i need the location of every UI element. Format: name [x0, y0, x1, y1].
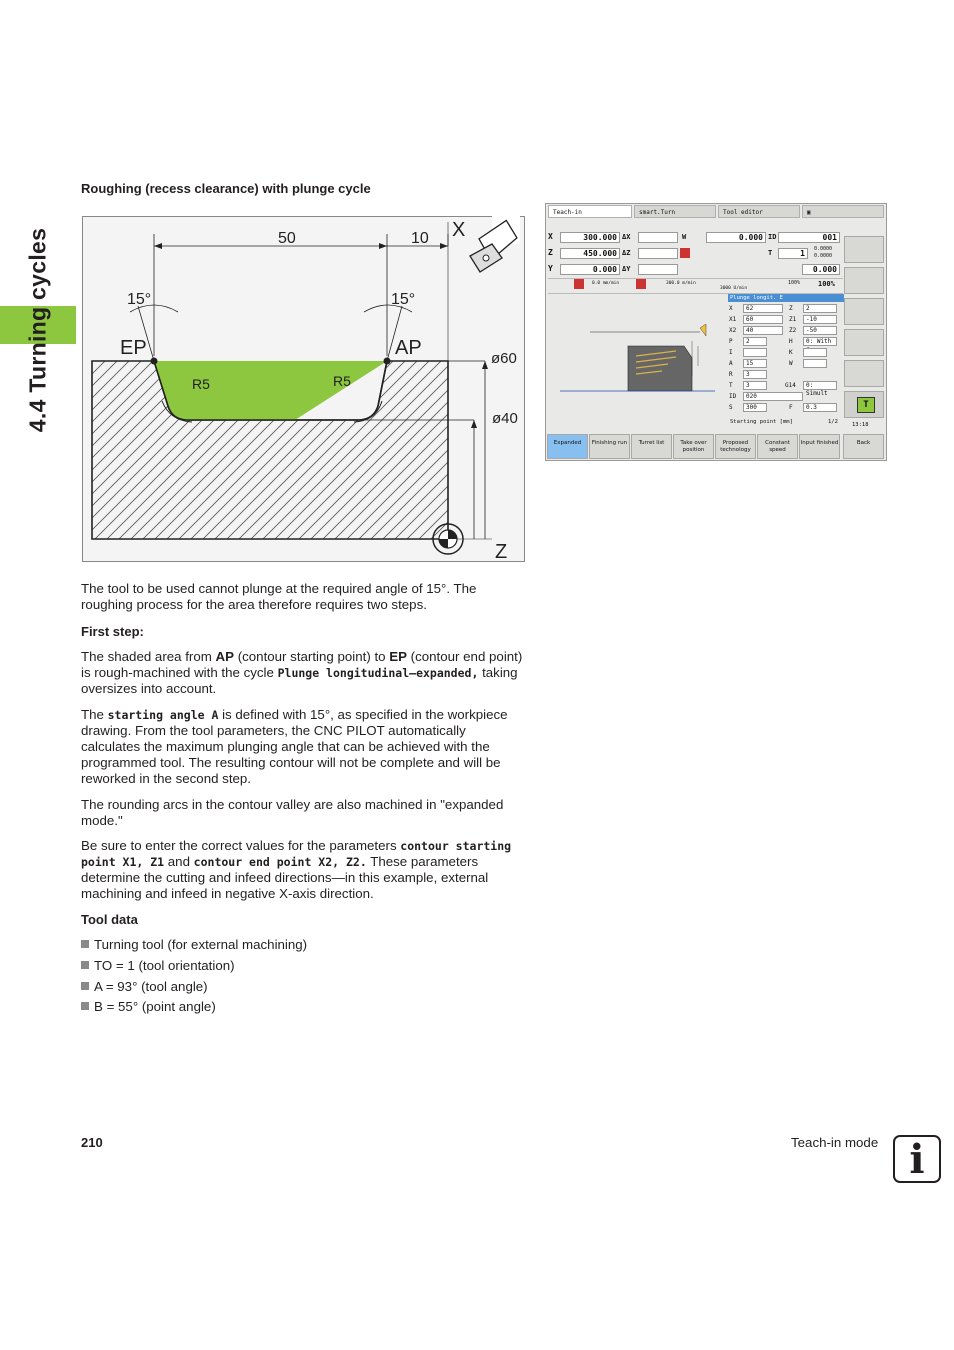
softkey-expanded[interactable]: Expanded: [547, 434, 588, 459]
param-row-7: [729, 370, 845, 380]
pos-row-z: Z: [548, 248, 553, 257]
t-label: T: [768, 249, 773, 257]
softkey-right-4[interactable]: [844, 329, 884, 356]
pos-row-y: Y: [548, 264, 553, 273]
softkey-constant-speed[interactable]: Constant speed: [757, 434, 798, 459]
param-row-1: [729, 304, 845, 314]
id-value: 001: [778, 232, 840, 243]
status-text: Starting point [mm]: [730, 419, 793, 425]
param-x1-label: X1: [729, 316, 737, 323]
softkey-proposed-technology[interactable]: Proposed technology: [715, 434, 756, 459]
angle-right-label: 15°: [391, 291, 416, 308]
tab-tool-editor[interactable]: Tool editor: [718, 205, 800, 218]
tool-table-icon: T: [857, 397, 875, 413]
radius-left-label: R5: [192, 376, 210, 392]
param-t-input[interactable]: 3: [743, 381, 767, 390]
clock: 13:18: [852, 422, 869, 428]
softkey-turret-list[interactable]: Turret list: [631, 434, 672, 459]
param-i-label: I: [729, 349, 733, 356]
param-r-label: R: [729, 371, 733, 378]
paragraph-rounding-arcs: The rounding arcs in the contour valley are also machined in "expanded mode.": [81, 797, 504, 828]
param-row-5: [729, 348, 845, 358]
param-p-input[interactable]: 2: [743, 337, 767, 346]
bullet-item: TO = 1 (tool orientation): [81, 958, 235, 974]
softkey-right-3[interactable]: [844, 298, 884, 325]
tab-teach-in[interactable]: Teach-in: [548, 205, 632, 218]
param-row-10: [729, 403, 845, 413]
cycle-graphic: [550, 296, 726, 431]
paragraph-first-step: The shaded area from AP (contour starting point) to EP (contour end point) is rough-machined with the cycle Plunge longitudinal–expanded, taking oversizes into account.: [81, 649, 523, 696]
param-k-input[interactable]: [803, 348, 827, 357]
param-z1-input[interactable]: -10: [803, 315, 837, 324]
angle-left-label: 15°: [127, 291, 152, 308]
feed-value: 0.0 mm/min: [592, 281, 620, 286]
param-h-label: H: [789, 338, 793, 345]
param-t-label: T: [729, 382, 733, 389]
param-x2-label: X2: [729, 327, 737, 334]
param-i-input[interactable]: [743, 348, 767, 357]
dx-value: [638, 232, 678, 243]
bullet-item: A = 93° (tool angle): [81, 979, 208, 995]
radius-right-label: R5: [333, 373, 351, 389]
param-h-select[interactable]: 0: With: [803, 337, 837, 346]
param-x2-input[interactable]: 40: [743, 326, 783, 335]
x-value: 300.000: [560, 232, 620, 243]
section-heading: Roughing (recess clearance) with plunge cycle: [81, 181, 371, 196]
tab-smart-turn[interactable]: smart.Turn: [634, 205, 716, 218]
dia-60-label: ø60: [491, 350, 517, 367]
softkey-input-finished[interactable]: Input finished: [799, 434, 840, 459]
feed-stop-icon: [574, 279, 584, 289]
param-z2-label: Z2: [789, 327, 797, 334]
param-s-input[interactable]: 300: [743, 403, 767, 412]
view-softkey[interactable]: [844, 236, 884, 263]
param-x1-input[interactable]: 60: [743, 315, 783, 324]
ep-point: [151, 358, 158, 365]
override-s: 100%: [818, 280, 835, 288]
paragraph-intro: The tool to be used cannot plunge at the required angle of 15°. The roughing process for the area therefore requires two steps.: [81, 581, 477, 612]
c-value: 0.000: [802, 264, 840, 275]
rpm-value: 3000 U/min: [720, 286, 748, 291]
page-indicator: 1/2: [828, 419, 838, 425]
param-a-label: A: [729, 360, 733, 367]
param-x-label: X: [729, 305, 733, 312]
ep-label: EP: [120, 337, 147, 359]
z-value: 450.000: [560, 248, 620, 259]
sx-value: 0.0000: [814, 246, 833, 252]
speed-value: 300.0 m/min: [666, 281, 696, 286]
pos-row-x: X: [548, 232, 553, 241]
param-id-input[interactable]: 020: [743, 392, 803, 401]
dy-label: ΔY: [622, 265, 631, 273]
paragraph-parameters: Be sure to enter the correct values for the parameters contour starting point X1, Z1 and contour end point X2, Z2. These parameters determine the cutting and infeed directions—in this example, external machining and infeed in negative X-axis direction.: [81, 838, 512, 901]
dim-10-label: 10: [411, 230, 429, 247]
ap-label: AP: [395, 337, 422, 359]
param-row-4: [729, 337, 845, 347]
param-row-9: [729, 392, 845, 402]
id-label: ID: [768, 233, 777, 241]
dz-label: ΔZ: [622, 249, 631, 257]
dim-50-label: 50: [278, 230, 296, 247]
first-step-heading: First step:: [81, 624, 144, 639]
param-r-input[interactable]: 3: [743, 370, 767, 379]
override-f: 100%: [788, 280, 801, 286]
feed-row: [548, 278, 843, 294]
dz-value: [638, 248, 678, 259]
page-number: 210: [81, 1135, 103, 1150]
param-z-input[interactable]: 2: [803, 304, 837, 313]
spindle-stop-icon: [680, 248, 690, 258]
form-title: Plunge longit. E: [728, 294, 844, 302]
bullet-item: B = 55° (point angle): [81, 999, 216, 1015]
w-label: W: [682, 233, 687, 241]
param-x-input[interactable]: 62: [743, 304, 783, 313]
param-k-label: K: [789, 349, 793, 356]
w-value: 0.000: [706, 232, 766, 243]
param-p-label: P: [729, 338, 733, 345]
sz-value: 0.0000: [814, 253, 833, 259]
tab-save-icon[interactable]: ▣: [802, 205, 884, 218]
param-z2-input[interactable]: -50: [803, 326, 837, 335]
workpiece-drawing: [82, 216, 525, 562]
softkey-finishing-run[interactable]: Finishing run: [589, 434, 630, 459]
param-w-label: W: [789, 360, 793, 367]
axis-x-label: X: [452, 219, 466, 241]
cnc-screen: [545, 203, 887, 461]
footer-mode: Teach-in mode: [791, 1135, 879, 1150]
dx-label: ΔX: [622, 233, 631, 241]
param-row-2: [729, 315, 845, 325]
param-f-label: F: [789, 404, 793, 411]
paragraph-starting-angle: The starting angle A is defined with 15°, as specified in the workpiece drawing. From the tool parameters, the CNC PILOT automatically calculates the maximum plunging angle that can be achieved with the programmed tool. The resulting contour will not be complete and will be reworked in the second step.: [81, 707, 508, 786]
bullet-item: Turning tool (for external machining): [81, 937, 307, 953]
param-g14-label: G14: [785, 382, 796, 389]
dy-value: [638, 264, 678, 275]
tool-table-softkey[interactable]: [844, 391, 884, 418]
chapter-label: 4.4 Turning cycles: [24, 227, 51, 433]
param-w-input[interactable]: [803, 359, 827, 368]
param-row-6: [729, 359, 845, 369]
dia-40-label: ø40: [492, 410, 518, 427]
param-g14-select[interactable]: 0: Simult: [803, 381, 837, 390]
speed-stop-icon: [636, 279, 646, 289]
tool-data-heading: Tool data: [81, 912, 138, 927]
t-value: 1: [778, 248, 808, 259]
param-a-input[interactable]: 15: [743, 359, 767, 368]
param-z-label: Z: [789, 305, 793, 312]
softkey-right-5[interactable]: [844, 360, 884, 387]
softkey-take-over-position[interactable]: Take over position: [673, 434, 714, 459]
info-icon: i: [893, 1135, 941, 1183]
param-f-input[interactable]: 0.3: [803, 403, 837, 412]
y-value: 0.000: [560, 264, 620, 275]
param-s-label: S: [729, 404, 733, 411]
softkey-back[interactable]: Back: [843, 434, 884, 459]
param-row-3: [729, 326, 845, 336]
ap-point: [384, 358, 391, 365]
param-id-label: ID: [729, 393, 737, 400]
axis-z-label: Z: [495, 541, 508, 562]
tool-softkey[interactable]: [844, 267, 884, 294]
param-z1-label: Z1: [789, 316, 797, 323]
